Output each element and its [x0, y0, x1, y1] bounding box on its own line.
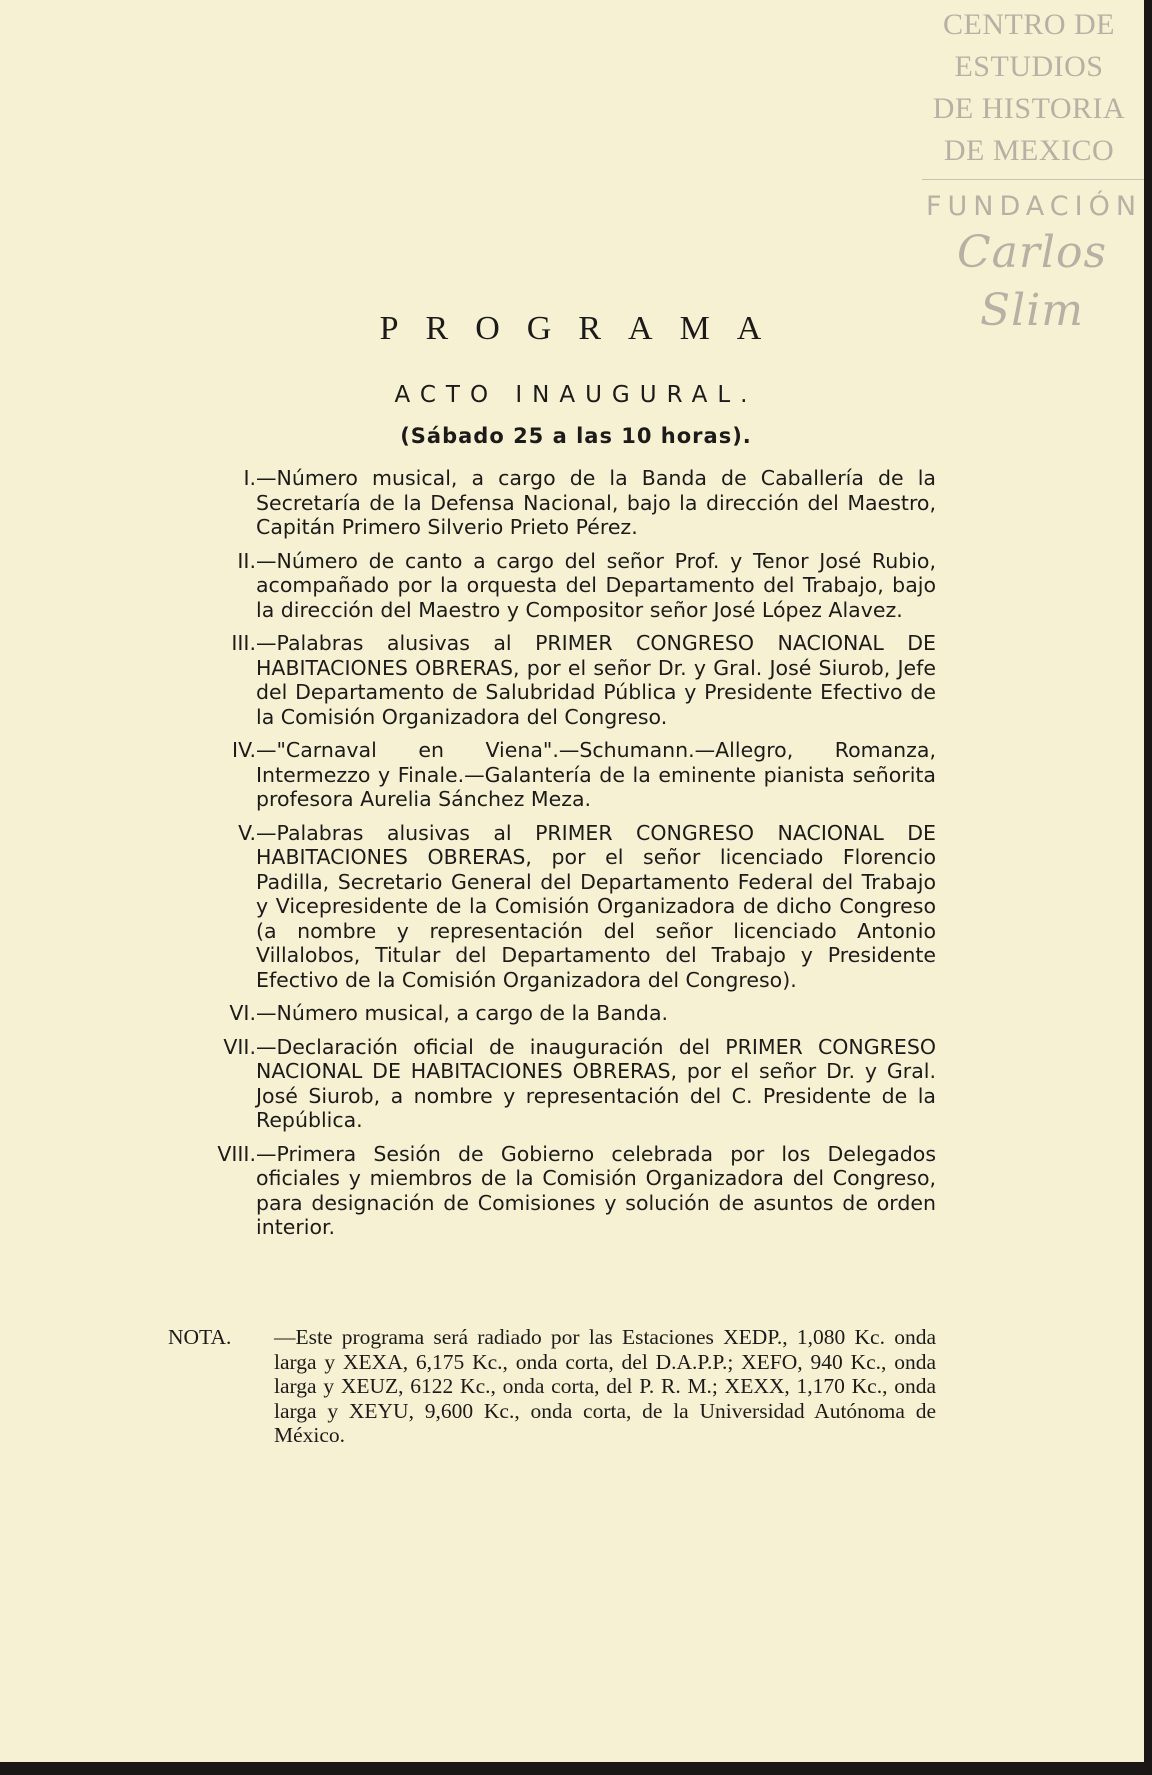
nota-text: —Este programa será radiado por las Estaciones XEDP., 1,080 Kc. onda larga y XEXA, 6,175 Kc., onda corta, del D.A.P.P.; XEFO, 940 Kc., onda larga y XEUZ, 6122 Kc., onda corta, del P. R. M.; XEXX, 1,170 Kc., onda larga y XEYU, 9,600 Kc., onda corta, de la Universidad Autónoma de México. — [274, 1325, 936, 1447]
program-item — [160, 631, 936, 729]
section-subtitle: ACTO INAUGURAL. — [394, 382, 758, 408]
item-number: VII. — [223, 1034, 256, 1059]
watermark-line: DE HISTORIA — [932, 92, 1126, 125]
item-text: —Declaración oficial de inauguración del PRIMER CONGRESO NACIONAL DE HABITACIONES OBRERAS, por el señor Dr. y Gral. José Siurob, a nombre y representación del C. Presidente de la República. — [256, 1034, 936, 1132]
program-item — [160, 821, 936, 993]
program-item — [160, 1142, 936, 1240]
page-title: PROGRAMA — [379, 310, 789, 347]
watermark-line: CENTRO DE — [943, 8, 1115, 41]
program-list — [160, 466, 936, 1249]
item-text: —Palabras alusivas al PRIMER CONGRESO NACIONAL DE HABITACIONES OBRERAS, por el señor licenciado Florencio Padilla, Secretario General del Departamento Federal del Trabajo y Vicepresidente de la Comisión Organizadora de dicho Congreso (a nombre y representación del señor licenciado Antonio Villalobos, Titular del Departamento del Trabajo y Presidente Efectivo de la Comisión Organizadora del Congreso). — [256, 820, 936, 992]
event-date: (Sábado 25 a las 10 horas). — [400, 424, 752, 448]
item-text: —Palabras alusivas al PRIMER CONGRESO NACIONAL DE HABITACIONES OBRERAS, por el señor Dr. y Gral. José Siurob, Jefe del Departamento de Salubridad Pública y Presidente Efectivo de la Comisión Organizadora del Congreso. — [256, 631, 936, 729]
program-item — [160, 1035, 936, 1133]
program-item — [160, 738, 936, 812]
watermark — [914, 4, 1144, 340]
item-text: —Número musical, a cargo de la Banda de Caballería de la Secretaría de la Defensa Nacional, bajo la dirección del Maestro, Capitán Primero Silverio Prieto Pérez. — [256, 466, 936, 539]
item-number: II. — [237, 548, 256, 573]
item-number: VIII. — [217, 1141, 256, 1166]
item-number: III. — [231, 631, 256, 655]
item-number: VI. — [229, 1001, 256, 1025]
program-item — [160, 1001, 936, 1026]
watermark-line: ESTUDIOS — [954, 50, 1104, 83]
watermark-foundation: FUNDACIÓN — [925, 191, 1143, 222]
item-number: I. — [243, 466, 256, 490]
item-number: IV. — [232, 738, 256, 762]
item-number: V. — [238, 820, 256, 845]
watermark-line: DE MEXICO — [943, 134, 1115, 167]
program-item — [160, 549, 936, 623]
program-item — [160, 466, 936, 540]
nota-block — [168, 1325, 936, 1448]
scan-edge-bottom — [0, 1762, 1152, 1775]
item-text: —"Carnaval en Viena".—Schumann.—Allegro, Romanza, Intermezzo y Finale.—Galantería de la eminente pianista señorita profesora Aurelia Sánchez Meza. — [256, 738, 936, 811]
item-text: —Número musical, a cargo de la Banda. — [256, 1001, 669, 1025]
scan-edge-right — [1144, 0, 1152, 1775]
item-text: —Número de canto a cargo del señor Prof. y Tenor José Rubio, acompañado por la orquesta del Departamento del Trabajo, bajo la dirección del Maestro y Compositor señor José López Alavez. — [256, 548, 936, 622]
nota-label: NOTA. — [168, 1325, 232, 1349]
item-text: —Primera Sesión de Gobierno celebrada por los Delegados oficiales y miembros de la Comisión Organizadora del Congreso, para designación de Comisiones y solución de asuntos de orden interior. — [256, 1141, 936, 1239]
watermark-divider — [922, 179, 1144, 180]
watermark-signature: Carlos Slim — [956, 227, 1108, 336]
